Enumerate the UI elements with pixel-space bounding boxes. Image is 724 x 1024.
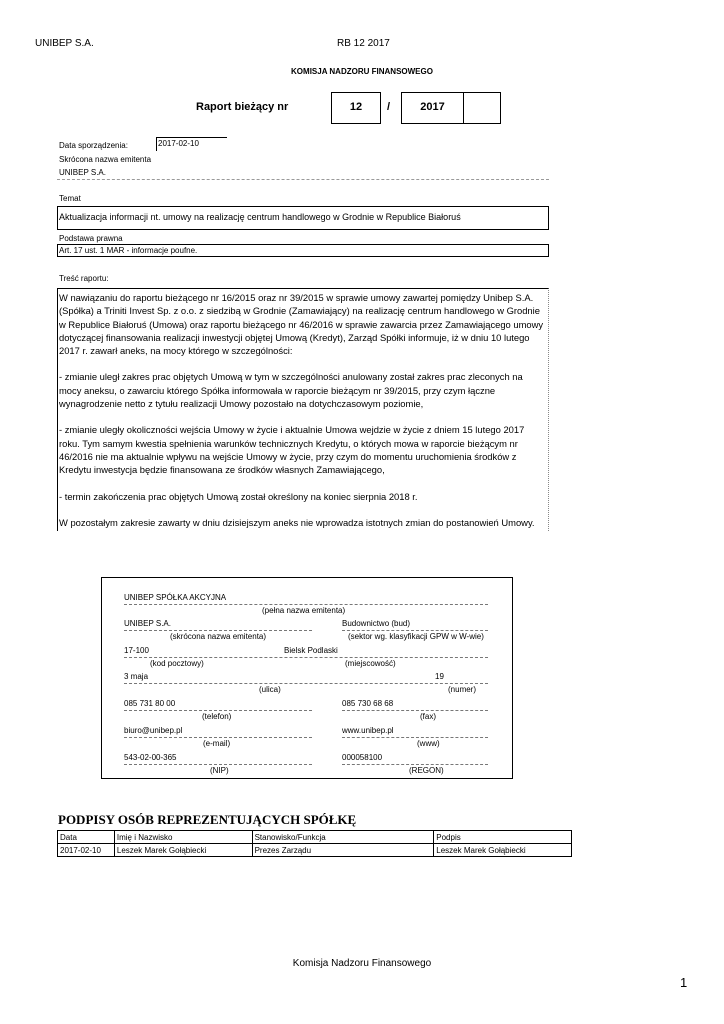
signatures-table (57, 830, 572, 857)
signatures-heading: PODPISY OSÓB REPREZENTUJĄCYCH SPÓŁKĘ (58, 812, 357, 827)
company-number: 19 (435, 672, 444, 681)
company-phone-caption: (telefon) (202, 712, 232, 721)
header-company: UNIBEP S.A. (35, 38, 94, 49)
report-label: Raport bieżący nr (196, 101, 289, 113)
knf-title: KOMISJA NADZORU FINANSOWEGO (291, 67, 433, 76)
company-line (342, 737, 488, 738)
company-sector-caption: (sektor wg. klasyfikacji GPW w W-wie) (348, 632, 484, 641)
company-city-caption: (miejscowość) (345, 659, 396, 668)
date-top-rule (157, 137, 227, 138)
topic-box (57, 206, 549, 230)
legal-basis-box (57, 244, 549, 257)
signatures-col-date: Data (58, 831, 115, 844)
report-number: 12 (349, 101, 363, 113)
report-content (57, 288, 549, 531)
company-regon: 000058100 (342, 753, 383, 762)
header-report-ref: RB 12 2017 (337, 38, 390, 49)
date-value: 2017-02-10 (158, 139, 199, 148)
company-short-name: UNIBEP S.A. (124, 619, 171, 628)
signatures-col-signature: Podpis (434, 831, 572, 844)
company-street: 3 maja (124, 672, 149, 681)
report-slash: / (387, 101, 391, 113)
company-line (124, 683, 488, 684)
company-details-box (101, 577, 513, 779)
legal-basis-label: Podstawa prawna (59, 234, 123, 243)
short-name-value: UNIBEP S.A. (59, 168, 106, 177)
company-full-name: UNIBEP SPÓŁKA AKCYJNA (124, 593, 227, 602)
company-nip-caption: (NIP) (210, 766, 229, 775)
company-line (124, 630, 312, 631)
company-line (342, 630, 488, 631)
company-line (342, 710, 488, 711)
company-fax: 085 730 68 68 (342, 699, 394, 708)
topic-label: Temat (59, 194, 81, 203)
signatures-col-name: Imię i Nazwisko (114, 831, 252, 844)
signature-date: 2017-02-10 (58, 844, 115, 857)
report-year: 2017 (420, 101, 445, 113)
company-line (124, 737, 312, 738)
legal-basis-value: Art. 17 ust. 1 MAR - informacje poufne. (59, 246, 198, 255)
company-sector: Budownictwo (bud) (342, 619, 411, 628)
company-line (124, 657, 488, 658)
company-line (342, 764, 488, 765)
signature-name: Leszek Marek Gołąbiecki (114, 844, 252, 857)
signature-signature: Leszek Marek Gołąbiecki (434, 844, 572, 857)
content-paragraph: - zmianie uległy okoliczności wejścia Umowy w życie i aktualnie Umowa wejdzie w życie z dniem 15 lutego 2017 roku. Tym samym kwestia spełnienia warunków technicznych Kredytu, o których mowa w raporcie bieżącym nr 46/2016 nie ma aktualnie wpływu na wejście Umowy w życie, przy czym do momentu uruchomienia środków z Kredytu inwestycja będzie finansowana ze środków własnych Zamawiającego, (59, 424, 525, 476)
company-postal-code: 17-100 (124, 646, 149, 655)
content-paragraph: - zmianie uległ zakres prac objętych Umową w tym w szczególności anulowany został zakres prac zleconych na mocy aneksu, o zawarciu którego Spółka informowała w raporcie bieżącym nr 39/2015, przy czym łączne wynagrodzenie netto z tytułu realizacji Umowy pozostało na dotychczasowym poziomie, (59, 371, 523, 410)
company-short-name-caption: (skrócona nazwa emitenta) (170, 632, 267, 641)
short-name-label: Skrócona nazwa emitenta (59, 155, 152, 164)
company-line (124, 604, 488, 605)
company-city: Bielsk Podlaski (284, 646, 338, 655)
company-fax-caption: (fax) (420, 712, 436, 721)
table-row (58, 844, 572, 857)
topic-value: Aktualizacja informacji nt. umowy na realizację centrum handlowego w Grodnie w Republice Białoruś (59, 212, 461, 222)
company-regon-caption: (REGON) (409, 766, 444, 775)
company-nip: 543-02-00-365 (124, 753, 177, 762)
page-number: 1 (680, 975, 688, 990)
company-full-name-caption: (pełna nazwa emitenta) (262, 606, 346, 615)
content-label: Treść raportu: (59, 274, 109, 283)
company-phone: 085 731 80 00 (124, 699, 176, 708)
footer-text: Komisja Nadzoru Finansowego (292, 958, 432, 969)
signatures-col-position: Stanowisko/Funkcja (252, 831, 434, 844)
company-www: www.unibep.pl (342, 726, 394, 735)
date-left-rule (156, 137, 157, 151)
company-line (124, 710, 312, 711)
meta-divider (57, 179, 549, 180)
report-extra-box (464, 92, 501, 124)
company-line (124, 764, 312, 765)
date-label: Data sporządzenia: (59, 141, 128, 150)
company-number-caption: (numer) (448, 685, 477, 694)
company-postal-code-caption: (kod pocztowy) (150, 659, 204, 668)
signature-position: Prezes Zarządu (252, 844, 434, 857)
company-www-caption: (www) (417, 739, 440, 748)
content-paragraph: W pozostałym zakresie zawarty w dniu dzisiejszym aneks nie wprowadza istotnych zmian do postanowień Umowy. (59, 516, 535, 528)
signatures-header-row (58, 831, 572, 844)
company-street-caption: (ulica) (259, 685, 281, 694)
company-email: biuro@unibep.pl (124, 726, 183, 735)
company-email-caption: (e-mail) (203, 739, 231, 748)
content-paragraph: W nawiązaniu do raportu bieżącego nr 16/2015 oraz nr 39/2015 w sprawie umowy zawartej pomiędzy Unibep S.A. (Spółka) a Triniti Invest Sp. z o.o. z siedzibą w Grodnie (Zamawiający) na realizację centrum handlowego w Grodnie w Republice Białoruś (Umowa) oraz raportu bieżącego nr 46/2016 w sprawie zawarcia przez Zamawiającego umowy dotyczącej finansowania realizacji inwestycji objętej Umową (Kredyt), Zarząd Spółki informuje, iż w dniu 10 lutego 2017 r. zawarł aneks, na mocy którego w szczególności: (59, 292, 544, 357)
content-paragraph: - termin zakończenia prac objętych Umową został określony na koniec sierpnia 2018 r. (59, 490, 418, 502)
